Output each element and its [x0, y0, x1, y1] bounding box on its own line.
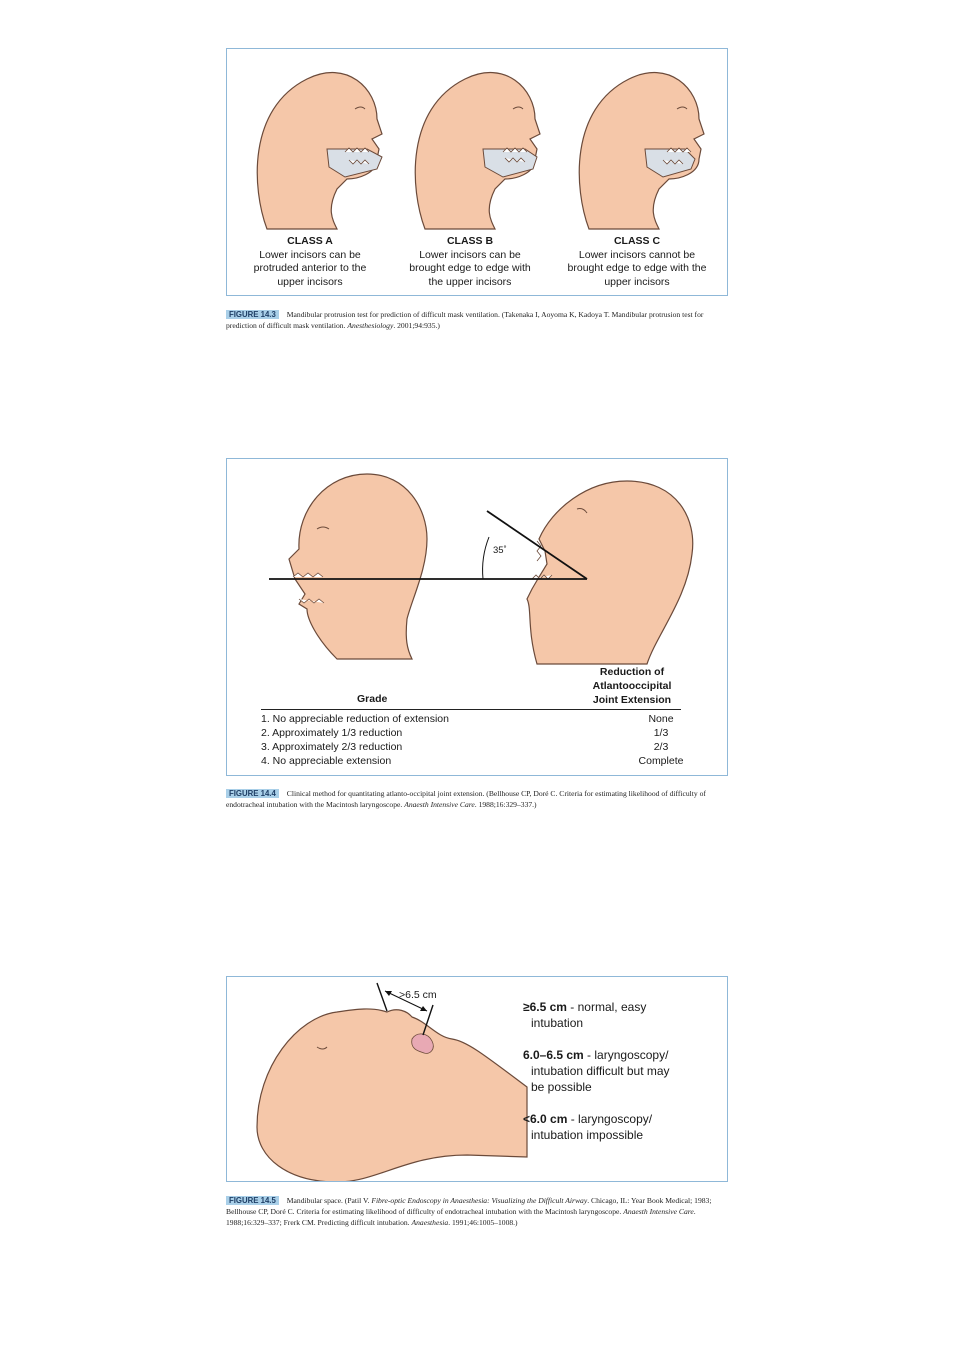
head-class-a [257, 73, 382, 229]
caption-text: Mandibular protrusion test for prediction of difficult mask ventilation. (Takenaka I, Aoyoma K, Kadoya T. Mandibular protrusion test for prediction of difficult mask ventilation. [226, 310, 704, 330]
reduction-cell: Complete [638, 755, 684, 767]
range-label: 6.0–6.5 cm [523, 1048, 584, 1062]
range-text: - laryngoscopy/ [567, 1112, 653, 1126]
class-b-title: CLASS B [446, 235, 494, 247]
figure-14-5-panel [226, 976, 728, 1182]
caption-ref: . 2001;94:935.) [393, 321, 440, 330]
figure-14-3-panel [226, 48, 728, 296]
chin-marker-line [377, 983, 387, 1011]
figure-14-4-panel [226, 458, 728, 776]
class-a-line-2: protruded anterior to the [253, 262, 367, 274]
reduction-header-line-2: Atlantooccipital [592, 680, 672, 692]
angle-arc [483, 537, 489, 579]
caption-text: Clinical method for quantitating atlanto-occipital joint extension. (Bellhouse CP, Doré C. Criteria for estimating likelihood of difficulty of endotracheal intubation with the Macintosh laryngoscope. [226, 789, 706, 809]
caption-journal: Anaesth Intensive Care [404, 800, 475, 809]
table-row [261, 727, 681, 741]
class-c-description [553, 235, 721, 289]
range-text-line-3: be possible [531, 1080, 592, 1094]
class-c-title: CLASS C [613, 235, 661, 247]
figure-14-5-caption [226, 1195, 730, 1228]
grade-cell: 3. Approximately 2/3 reduction [261, 741, 403, 753]
head-class-b [415, 73, 540, 229]
figure-14-4-caption [226, 788, 730, 810]
head-class-c [579, 73, 704, 229]
mandibular-space-normal [523, 999, 723, 1031]
class-c-line-1: Lower incisors cannot be [578, 248, 696, 261]
table-row [261, 713, 681, 727]
class-b-line-1: Lower incisors can be [419, 248, 521, 261]
range-label: <6.0 cm [523, 1112, 568, 1126]
figure-label: FIGURE 14.3 [226, 310, 279, 319]
caption-journal: Anesthesiology [347, 321, 394, 330]
table-row [261, 741, 681, 755]
head-supine [257, 1009, 527, 1181]
figure-label: FIGURE 14.5 [226, 1196, 279, 1205]
class-b-line-2: brought edge to edge with [409, 262, 531, 274]
grade-cell: 2. Approximately 1/3 reduction [261, 727, 403, 739]
mandibular-space-short [523, 1111, 723, 1143]
class-b-line-3: the upper incisors [428, 275, 512, 288]
grade-header: Grade [357, 693, 388, 705]
class-c-line-2: brought edge to edge with the [567, 262, 707, 274]
class-a-title: CLASS A [287, 235, 333, 247]
reduction-header-line-1: Reduction of [599, 666, 665, 678]
caption-text-1: Mandibular space. (Patil V. [286, 1196, 370, 1205]
range-text-line-2: intubation [531, 1016, 584, 1030]
range-text: - normal, easy [566, 1000, 647, 1014]
table-row [261, 755, 684, 769]
figure-14-3-caption [226, 309, 730, 331]
reduction-cell: None [648, 713, 674, 725]
caption-text-3: . 1988;16:329–337; Frerk CM. Predicting difficult intubation. [226, 1207, 696, 1227]
caption-text-2: . Chicago, IL: Year Book Medical; 1983; Bellhouse CP, Doré C. Criteria for estimating likelihood of difficulty of endotracheal intubation with the Macintosh laryngoscope. [226, 1196, 712, 1216]
range-text: - laryngoscopy/ [583, 1048, 669, 1062]
class-a-description [235, 235, 385, 289]
figure-label: FIGURE 14.4 [226, 789, 279, 798]
reduction-header [577, 665, 687, 707]
class-c-line-3: upper incisors [604, 275, 670, 288]
distance-label: >6.5 cm [399, 989, 437, 1001]
reduction-cell: 2/3 [653, 741, 669, 753]
class-a-line-1: Lower incisors can be [259, 248, 361, 261]
range-text-line-2: intubation impossible [531, 1128, 644, 1142]
caption-text-4: . 1991;46:1005–1008.) [448, 1218, 518, 1227]
caption-italic-1: Fibre-optic Endoscopy in Anaesthesia: Visualizing the Difficult Airway [371, 1196, 588, 1205]
grade-cell: 1. No appreciable reduction of extension [261, 713, 449, 725]
head-neutral [289, 474, 427, 659]
caption-ref: . 1988;16:329–337.) [474, 800, 537, 809]
caption-italic-3: Anaesthesia [411, 1218, 449, 1227]
caption-italic-2: Anaesth Intensive Care [623, 1207, 694, 1216]
angle-label: 35˚ [493, 545, 507, 556]
table-rule [261, 709, 681, 710]
reduction-cell: 1/3 [653, 727, 669, 739]
class-b-description [395, 235, 545, 289]
head-extended [527, 481, 693, 664]
grade-cell: 4. No appreciable extension [261, 755, 392, 767]
range-text-line-2: intubation difficult but may [531, 1064, 670, 1078]
range-label: ≥6.5 cm [523, 1000, 567, 1014]
reduction-header-line-3: Joint Extension [592, 694, 672, 706]
mandibular-space-borderline [523, 1047, 723, 1095]
class-a-line-3: upper incisors [277, 275, 343, 288]
